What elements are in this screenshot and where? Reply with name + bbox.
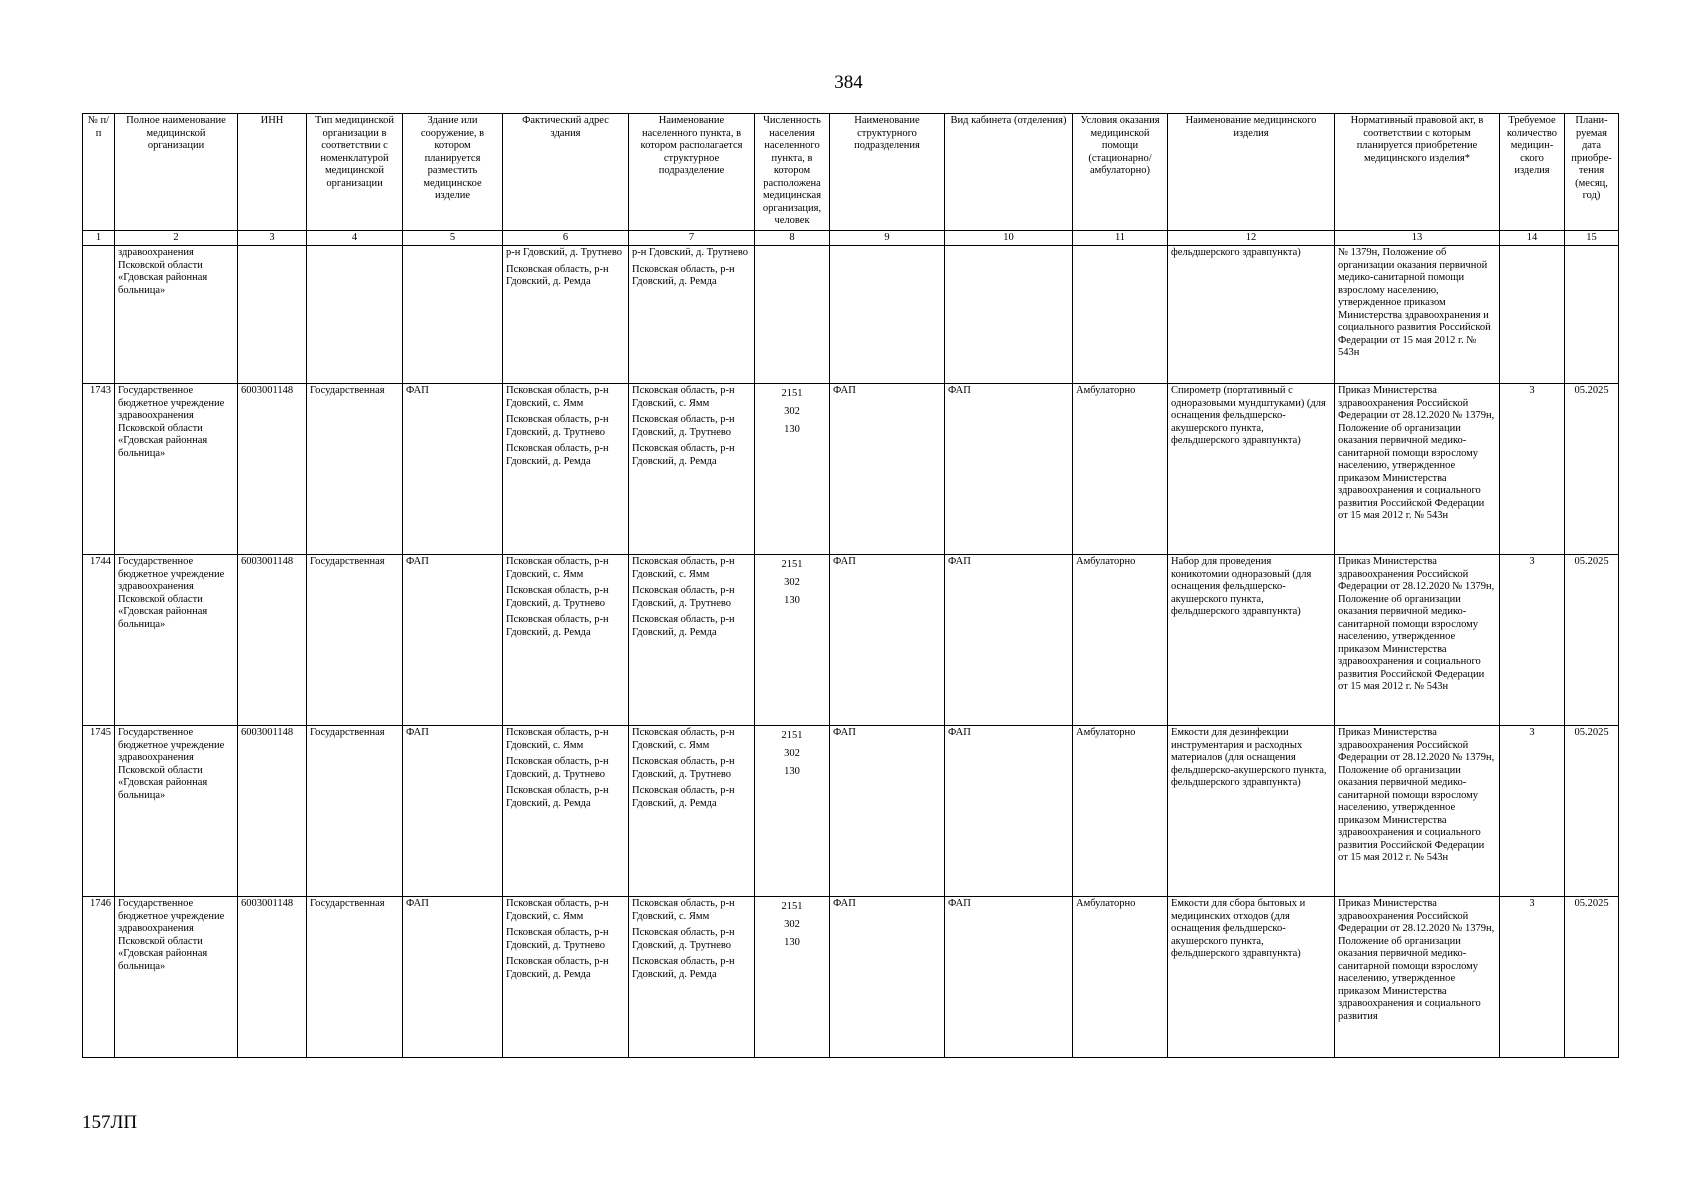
- cell-conditions: Амбулаторно: [1073, 384, 1168, 555]
- cell-cabinet: ФАП: [945, 555, 1073, 726]
- cell-building: ФАП: [403, 897, 503, 1058]
- column-number: 7: [629, 231, 755, 246]
- address-line: Псковская область, р-н Гдовский, д. Трутнево: [506, 414, 609, 438]
- header-cell: Здание или сооружение, в котором планируется разместить медицинское изделие: [403, 114, 503, 231]
- cell-date: 05.2025: [1565, 726, 1619, 897]
- cell-act: Приказ Министерства здравоохранения Российской Федерации от 28.12.2020 № 1379н, Положение об организации оказания первичной медико-санитарной помощи взрослому населению, утвержденное приказом Министерства здравоохранения и социального развития Российской Федерации от 15 мая 2012 г. № 543н: [1335, 555, 1500, 726]
- cell-act: Приказ Министерства здравоохранения Российской Федерации от 28.12.2020 № 1379н, Положение об организации оказания первичной медико-санитарной помощи взрослому населению, утвержденное приказом Министерства здравоохранения и социального развития: [1335, 897, 1500, 1058]
- cell-unit: ФАП: [830, 897, 945, 1058]
- cell-qty: 3: [1500, 897, 1565, 1058]
- column-number: 10: [945, 231, 1073, 246]
- column-number: 15: [1565, 231, 1619, 246]
- column-number: 9: [830, 231, 945, 246]
- cell-conditions: Амбулаторно: [1073, 555, 1168, 726]
- address-line: Псковская область, р-н Гдовский, д. Ремда: [506, 263, 609, 287]
- cell-inn: [238, 246, 307, 384]
- cell-cabinet: ФАП: [945, 897, 1073, 1058]
- cell-qty: [1500, 246, 1565, 384]
- cell-settlements: [629, 555, 755, 726]
- address-line: Псковская область, р-н Гдовский, д. Трутнево: [506, 585, 609, 609]
- cell-population: [755, 726, 830, 897]
- cell-org: Государственное бюджетное учреждение здравоохранения Псковской области «Гдовская районная больница»: [115, 555, 238, 726]
- cell-settlements: [629, 726, 755, 897]
- header-cell: Полное наименование медицинской организации: [115, 114, 238, 231]
- column-number: 13: [1335, 231, 1500, 246]
- settlement-line: Псковская область, р-н Гдовский, с. Ямм: [632, 898, 735, 922]
- cell-inn: 6003001148: [238, 384, 307, 555]
- header-cell: Плани-руемая дата приобре-тения (месяц, год): [1565, 114, 1619, 231]
- cell-num: 1743: [83, 384, 115, 555]
- population-value: 302: [784, 577, 800, 588]
- header-cell: Нормативный правовой акт, в соответствии с которым планируется приобретение медицинского изделия*: [1335, 114, 1500, 231]
- address-line: Псковская область, р-н Гдовский, д. Трутнево: [506, 756, 609, 780]
- settlement-line: Псковская область, р-н Гдовский, д. Трутнево: [632, 756, 735, 780]
- population-value: 302: [784, 919, 800, 930]
- header-cell: Вид кабинета (отделения): [945, 114, 1073, 231]
- header-cell: Наименование населенного пункта, в котором располагается структурное подразделение: [629, 114, 755, 231]
- header-cell: Наименование структурного подразделения: [830, 114, 945, 231]
- cell-unit: ФАП: [830, 384, 945, 555]
- cell-type: Государственная: [307, 897, 403, 1058]
- settlement-line: Псковская область, р-н Гдовский, с. Ямм: [632, 385, 735, 409]
- cell-settlements: [629, 897, 755, 1058]
- cell-building: ФАП: [403, 384, 503, 555]
- cell-inn: 6003001148: [238, 555, 307, 726]
- population-value: 302: [784, 748, 800, 759]
- cell-cabinet: ФАП: [945, 726, 1073, 897]
- column-number: 8: [755, 231, 830, 246]
- cell-device: Спирометр (портативный с одноразовыми мундштуками) (для оснащения фельдшерско-акушерского пункта, фельдшерского здравпункта): [1168, 384, 1335, 555]
- column-number: 12: [1168, 231, 1335, 246]
- cell-type: Государственная: [307, 726, 403, 897]
- table-row: [83, 555, 1619, 726]
- header-row: [83, 114, 1619, 231]
- cell-building: [403, 246, 503, 384]
- settlement-line: Псковская область, р-н Гдовский, с. Ямм: [632, 727, 735, 751]
- column-number: 5: [403, 231, 503, 246]
- cell-address: [503, 246, 629, 384]
- column-number: 1: [83, 231, 115, 246]
- population-value: 2151: [781, 901, 803, 912]
- cell-num: 1746: [83, 897, 115, 1058]
- column-number: 11: [1073, 231, 1168, 246]
- cell-conditions: Амбулаторно: [1073, 897, 1168, 1058]
- cell-unit: ФАП: [830, 726, 945, 897]
- settlement-line: Псковская область, р-н Гдовский, с. Ямм: [632, 556, 735, 580]
- population-value: 2151: [781, 559, 803, 570]
- header-cell: № п/п: [83, 114, 115, 231]
- address-line: Псковская область, р-н Гдовский, д. Ремда: [506, 614, 609, 638]
- cell-population: [755, 897, 830, 1058]
- settlement-line: Псковская область, р-н Гдовский, д. Ремда: [632, 263, 735, 287]
- table-row: [83, 726, 1619, 897]
- cell-unit: [830, 246, 945, 384]
- cell-device: фельдшерского здравпункта): [1168, 246, 1335, 384]
- cell-unit: ФАП: [830, 555, 945, 726]
- header-cell: Численность населения населенного пункта, в котором расположена медицинская организация, человек: [755, 114, 830, 231]
- cell-org: Государственное бюджетное учреждение здравоохранения Псковской области «Гдовская районная больница»: [115, 897, 238, 1058]
- address-line: Псковская область, р-н Гдовский, д. Ремда: [506, 785, 609, 809]
- column-number: 3: [238, 231, 307, 246]
- address-line: Псковская область, р-н Гдовский, с. Ямм: [506, 727, 609, 751]
- equipment-table: [82, 113, 1619, 1058]
- address-line: р-н Гдовский, д. Трутнево: [506, 247, 622, 258]
- cell-date: 05.2025: [1565, 555, 1619, 726]
- header-cell: Фактический адрес здания: [503, 114, 629, 231]
- address-line: Псковская область, р-н Гдовский, д. Трутнево: [506, 927, 609, 951]
- table-row: [83, 897, 1619, 1058]
- cell-addresses: [503, 555, 629, 726]
- cell-date: 05.2025: [1565, 897, 1619, 1058]
- column-number: 4: [307, 231, 403, 246]
- settlement-line: р-н Гдовский, д. Трутнево: [632, 247, 748, 258]
- settlement-line: Псковская область, р-н Гдовский, д. Ремда: [632, 785, 735, 809]
- table-row: [83, 384, 1619, 555]
- cell-date: [1565, 246, 1619, 384]
- population-value: 2151: [781, 730, 803, 741]
- cell-cabinet: ФАП: [945, 384, 1073, 555]
- cell-inn: 6003001148: [238, 897, 307, 1058]
- population-value: 130: [784, 937, 800, 948]
- population-value: 130: [784, 595, 800, 606]
- cell-type: Государственная: [307, 555, 403, 726]
- settlement-line: Псковская область, р-н Гдовский, д. Ремда: [632, 956, 735, 980]
- continued-row: [83, 246, 1619, 384]
- address-line: Псковская область, р-н Гдовский, с. Ямм: [506, 898, 609, 922]
- column-number: 2: [115, 231, 238, 246]
- cell-act: Приказ Министерства здравоохранения Российской Федерации от 28.12.2020 № 1379н, Положение об организации оказания первичной медико-санитарной помощи взрослому населению, утвержденное приказом Министерства здравоохранения и социального развития Российской Федерации от 15 мая 2012 г. № 543н: [1335, 726, 1500, 897]
- cell-settlements: [629, 384, 755, 555]
- cell-conditions: Амбулаторно: [1073, 726, 1168, 897]
- cell-population: [755, 384, 830, 555]
- cell-qty: 3: [1500, 384, 1565, 555]
- settlement-line: Псковская область, р-н Гдовский, д. Ремда: [632, 614, 735, 638]
- cell-population: [755, 555, 830, 726]
- cell-device: Емкости для сбора бытовых и медицинских отходов (для оснащения фельдшерско-акушерского пункта, фельдшерского здравпункта): [1168, 897, 1335, 1058]
- cell-org: Государственное бюджетное учреждение здравоохранения Псковской области «Гдовская районная больница»: [115, 384, 238, 555]
- cell-building: ФАП: [403, 555, 503, 726]
- header-cell: Требуемое количество медицин-ского изделия: [1500, 114, 1565, 231]
- population-value: 302: [784, 406, 800, 417]
- cell-type: [307, 246, 403, 384]
- cell-building: ФАП: [403, 726, 503, 897]
- header-cell: Наименование медицинского изделия: [1168, 114, 1335, 231]
- cell-population: [755, 246, 830, 384]
- header-cell: ИНН: [238, 114, 307, 231]
- header-cell: Условия оказания медицинской помощи (стационарно/ амбулаторно): [1073, 114, 1168, 231]
- address-line: Псковская область, р-н Гдовский, д. Ремда: [506, 443, 609, 467]
- cell-addresses: [503, 726, 629, 897]
- header-cell: Тип медицинской организации в соответствии с номенклатурой медицинской организации: [307, 114, 403, 231]
- cell-conditions: [1073, 246, 1168, 384]
- settlement-line: Псковская область, р-н Гдовский, д. Трутнево: [632, 585, 735, 609]
- settlement-line: Псковская область, р-н Гдовский, д. Трутнево: [632, 927, 735, 951]
- cell-inn: 6003001148: [238, 726, 307, 897]
- population-value: 2151: [781, 388, 803, 399]
- cell-num: 1744: [83, 555, 115, 726]
- population-value: 130: [784, 424, 800, 435]
- cell-settlement: [629, 246, 755, 384]
- settlement-line: Псковская область, р-н Гдовский, д. Трутнево: [632, 414, 735, 438]
- page-number: 384: [834, 72, 863, 93]
- column-number: 14: [1500, 231, 1565, 246]
- cell-cabinet: [945, 246, 1073, 384]
- cell-addresses: [503, 384, 629, 555]
- address-line: Псковская область, р-н Гдовский, д. Ремда: [506, 956, 609, 980]
- settlement-line: Псковская область, р-н Гдовский, д. Ремда: [632, 443, 735, 467]
- cell-act: № 1379н, Положение об организации оказания первичной медико-санитарной помощи взрослому населению, утвержденное приказом Министерства здравоохранения и социального развития Российской Федерации от 15 мая 2012 г. № 543н: [1335, 246, 1500, 384]
- footer-code: 157ЛП: [82, 1112, 138, 1133]
- cell-date: 05.2025: [1565, 384, 1619, 555]
- cell-act: Приказ Министерства здравоохранения Российской Федерации от 28.12.2020 № 1379н, Положение об организации оказания первичной медико-санитарной помощи взрослому населению, утвержденное приказом Министерства здравоохранения и социального развития Российской Федерации от 15 мая 2012 г. № 543н: [1335, 384, 1500, 555]
- address-line: Псковская область, р-н Гдовский, с. Ямм: [506, 556, 609, 580]
- cell-qty: 3: [1500, 555, 1565, 726]
- cell-qty: 3: [1500, 726, 1565, 897]
- column-number: 6: [503, 231, 629, 246]
- population-value: 130: [784, 766, 800, 777]
- cell-num: [83, 246, 115, 384]
- address-line: Псковская область, р-н Гдовский, с. Ямм: [506, 385, 609, 409]
- cell-org: Государственное бюджетное учреждение здравоохранения Псковской области «Гдовская районная больница»: [115, 726, 238, 897]
- cell-type: Государственная: [307, 384, 403, 555]
- cell-addresses: [503, 897, 629, 1058]
- column-number-row: [83, 231, 1619, 246]
- cell-device: Емкости для дезинфекции инструментария и расходных материалов (для оснащения фельдшерско-акушерского пункта, фельдшерского здравпункта): [1168, 726, 1335, 897]
- cell-num: 1745: [83, 726, 115, 897]
- cell-org: здравоохранения Псковской области «Гдовская районная больница»: [115, 246, 238, 384]
- cell-device: Набор для проведения коникотомии одноразовый (для оснащения фельдшерско-акушерского пункта, фельдшерского здравпункта): [1168, 555, 1335, 726]
